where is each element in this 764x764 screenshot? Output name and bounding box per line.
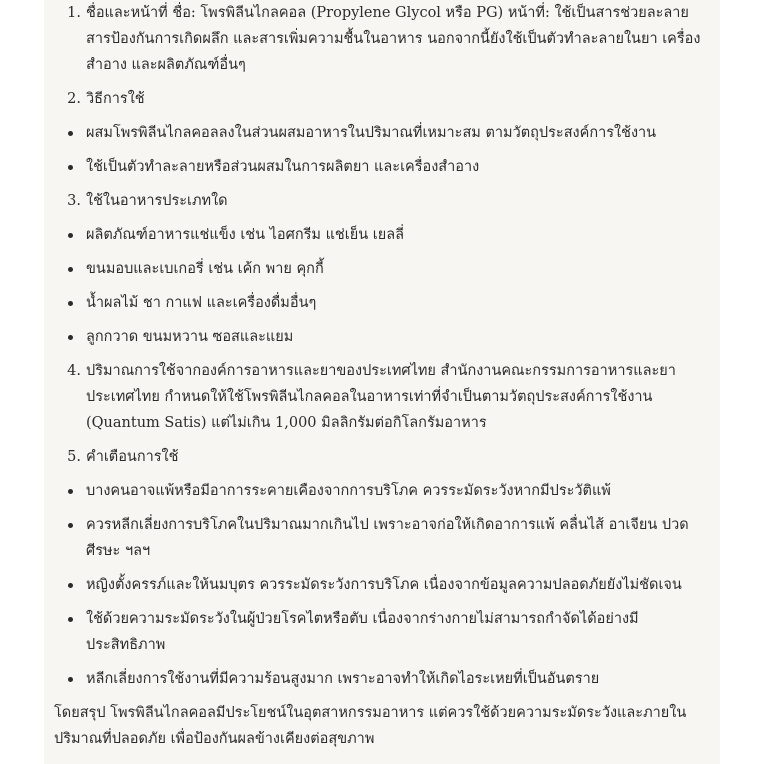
bullet-icon	[68, 583, 73, 588]
bullet-item-text: ใช้เป็นตัวทำละลายหรือส่วนผสมในการผลิตยา และเครื่องสำอาง	[86, 159, 480, 175]
bullet-item	[54, 512, 706, 564]
bullet-item-text: ควรหลีกเลี่ยงการบริโภคในปริมาณมากเกินไป เพราะอาจก่อให้เกิดอาการแพ้ คลื่นไส้ อาเจียน ปวดศีรษะ ฯลฯ	[86, 517, 689, 559]
bullet-icon	[68, 165, 73, 170]
list-number: 5.	[67, 449, 81, 465]
list-item-text: ปริมาณการใช้จากองค์การอาหารและยาของประเทศไทย สำนักงานคณะกรรมการอาหารและยาประเทศไทย กำหนดให้ใช้โพรพิลีนไกลคอลในอาหารเท่าที่จำเป็นตามวัตถุประสงค์การใช้งาน (Quantum Satis) แต่ไม่เกิน 1,000 มิลลิกรัมต่อกิโลกรัมอาหาร	[86, 363, 676, 431]
document-page	[44, 0, 720, 764]
bullet-icon	[68, 489, 73, 494]
list-item-text: วิธีการใช้	[86, 91, 145, 107]
bullet-item	[54, 154, 706, 180]
bullet-item-text: ผสมโพรพิลีนไกลคอลลงในส่วนผสมอาหารในปริมาณที่เหมาะสม ตามวัตถุประสงค์การใช้งาน	[86, 125, 657, 141]
bullet-icon	[68, 617, 73, 622]
bullet-item-text: ผลิตภัณฑ์อาหารแช่แข็ง เช่น ไอศกรีม แช่เย็น เยลลี่	[86, 227, 404, 243]
bullet-icon	[68, 301, 73, 306]
bullet-icon	[68, 233, 73, 238]
bullet-item	[54, 478, 706, 504]
bullet-icon	[68, 267, 73, 272]
summary-paragraph: โดยสรุป โพรพิลีนไกลคอลมีประโยชน์ในอุตสาหกรรมอาหาร แต่ควรใช้ด้วยความระมัดระวังและภายในปริมาณที่ปลอดภัย เพื่อป้องกันผลข้างเคียงต่อสุขภาพ	[54, 705, 687, 747]
bullet-item-text: ขนมอบและเบเกอรี่ เช่น เค้ก พาย คุกกี้	[86, 261, 324, 277]
bullet-item	[54, 606, 706, 658]
list-item-text: ใช้ในอาหารประเภทใด	[86, 193, 228, 209]
bullet-item-text: หลีกเลี่ยงการใช้งานที่มีความร้อนสูงมาก เพราะอาจทำให้เกิดไอระเหยที่เป็นอันตราย	[86, 671, 600, 687]
bullet-item-text: บางคนอาจแพ้หรือมีอาการระคายเคืองจากการบริโภค ควรระมัดระวังหากมีประวัติแพ้	[86, 483, 611, 499]
bullet-icon	[68, 131, 73, 136]
bullet-icon	[68, 677, 73, 682]
bullet-item	[54, 666, 706, 692]
bullet-item	[54, 572, 706, 598]
bullet-item-text: หญิงตั้งครรภ์และให้นมบุตร ควรระมัดระวังการบริโภค เนื่องจากข้อมูลความปลอดภัยยังไม่ชัดเจน	[86, 577, 682, 593]
list-number: 3.	[67, 193, 81, 209]
bullet-item	[54, 222, 706, 248]
bullet-item	[54, 324, 706, 350]
list-item-usage-heading	[54, 86, 706, 112]
list-item-text: คำเตือนการใช้	[86, 449, 179, 465]
bullet-item	[54, 120, 706, 146]
bullet-item	[54, 256, 706, 282]
list-number: 4.	[67, 363, 81, 379]
list-item-quantity	[54, 358, 706, 436]
list-number: 1.	[67, 5, 81, 21]
bullet-item-text: ลูกกวาด ขนมหวาน ซอสและแยม	[86, 329, 294, 345]
list-item-warnings-heading	[54, 444, 706, 470]
list-item-text: ชื่อและหน้าที่ ชื่อ: โพรพิลีนไกลคอล (Propylene Glycol หรือ PG) หน้าที่: ใช้เป็นสารช่วยละลาย สารป้องกันการเกิดผลึก และสารเพิ่มความชื้นในอาหาร นอกจากนี้ยังใช้เป็นตัวทำละลายในยา เครื่องสำอาง และผลิตภัณฑ์อื่นๆ	[86, 5, 701, 73]
list-item-name-function	[54, 0, 706, 78]
list-item-food-types-heading	[54, 188, 706, 214]
bullet-item-text: ใช้ด้วยความระมัดระวังในผู้ป่วยโรคไตหรือตับ เนื่องจากร่างกายไม่สามารถกำจัดได้อย่างมีประสิทธิภาพ	[86, 611, 639, 653]
bullet-icon	[68, 523, 73, 528]
document-content	[54, 0, 706, 752]
bullet-item-text: น้ำผลไม้ ชา กาแฟ และเครื่องดื่มอื่นๆ	[86, 295, 317, 311]
bullet-icon	[68, 335, 73, 340]
list-number: 2.	[67, 91, 81, 107]
bullet-item	[54, 290, 706, 316]
